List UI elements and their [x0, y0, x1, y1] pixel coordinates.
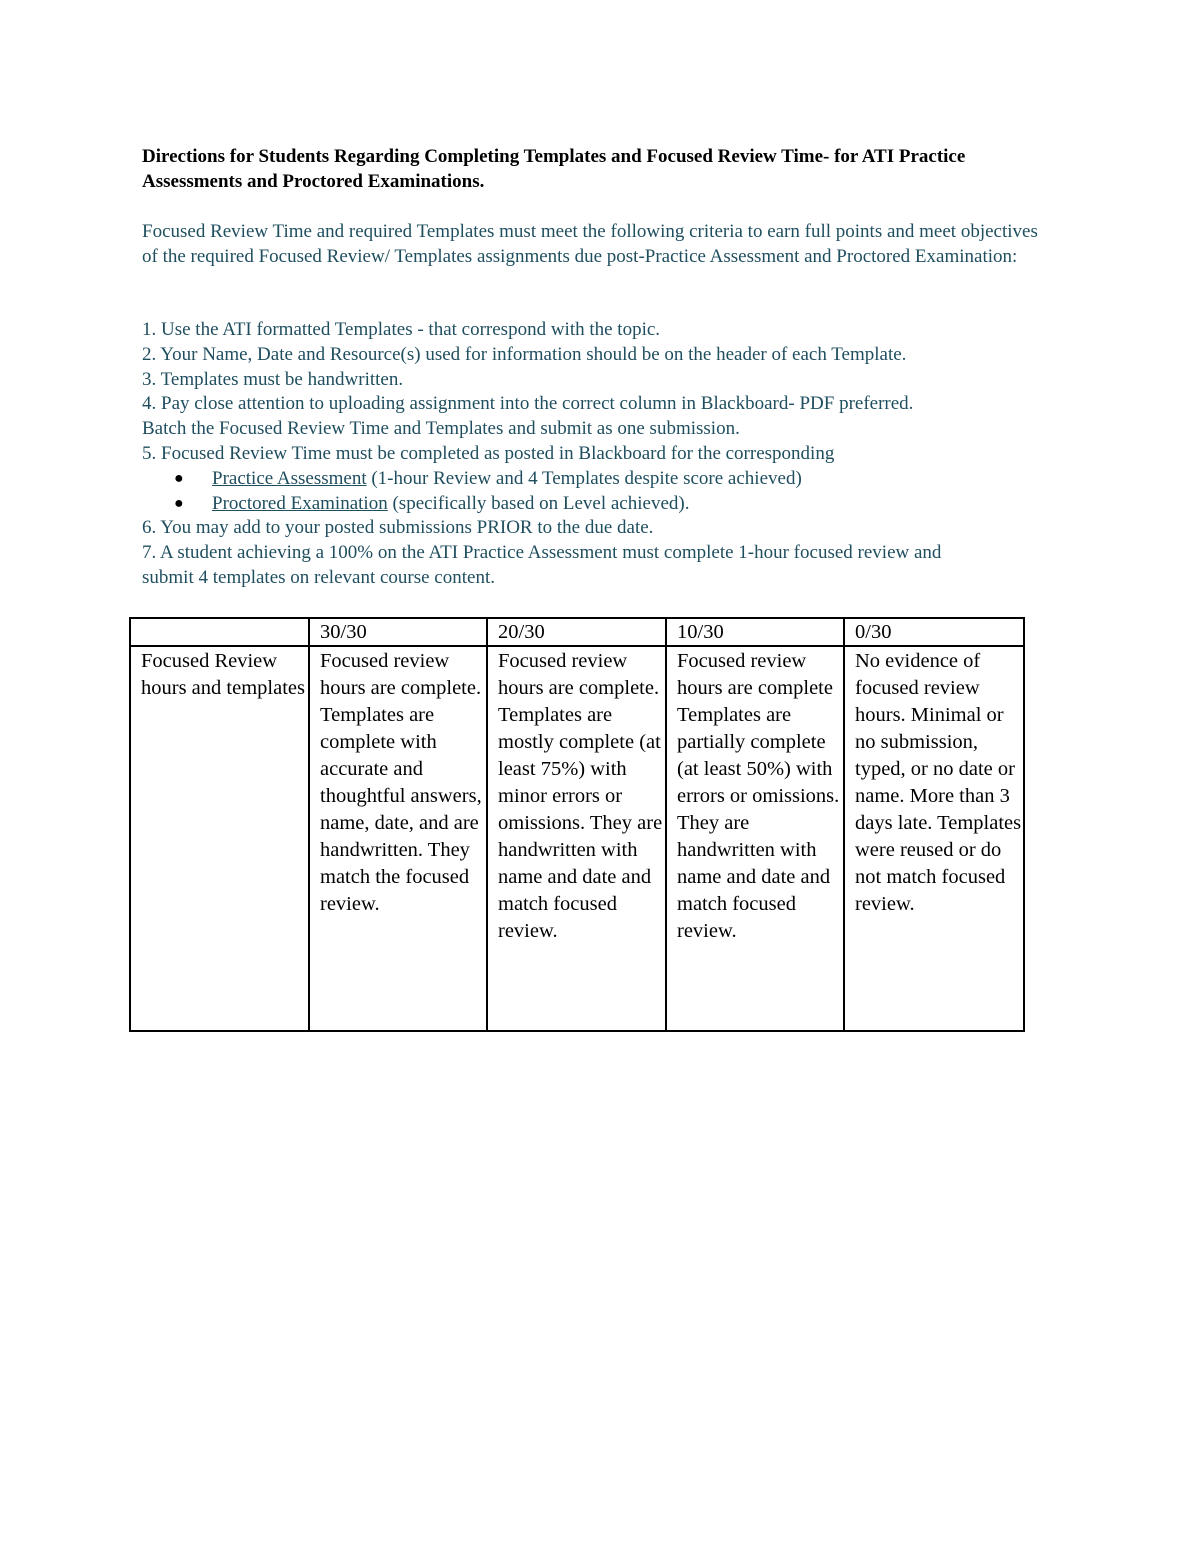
rubric-cell-20: Focused review hours are complete. Templates are mostly complete (at least 75%) with minor errors or omissions. They are handwritten with name and date and match focused review.	[487, 646, 666, 1031]
rubric-header-criterion	[130, 618, 309, 646]
instruction-list	[142, 318, 1062, 591]
rubric-cell-30: Focused review hours are complete. Templates are complete with accurate and thoughtful answers, name, date, and are handwritten. They match the focused review.	[309, 646, 487, 1031]
bullet-proctored-examination	[142, 492, 1062, 517]
bullet-practice-assessment	[142, 467, 1062, 492]
instruction-item-2: 2. Your Name, Date and Resource(s) used for information should be on the header of each Template.	[142, 343, 907, 365]
instruction-item-7: 7. A student achieving a 100% on the ATI Practice Assessment must complete 1-hour focused review and	[142, 542, 942, 564]
rubric-header-20: 20/30	[487, 618, 666, 646]
document-title: Directions for Students Regarding Completing Templates and Focused Review Time- for ATI Practice Assessments and Proctored Examinations.	[142, 146, 966, 192]
rubric-cell-10: Focused review hours are complete Templates are partially complete (at least 50%) with errors or omissions. They are handwritten with name and date and match focused review.	[666, 646, 844, 1031]
instruction-item-4: 4. Pay close attention to uploading assignment into the correct column in Blackboard- PDF preferred.	[142, 393, 914, 415]
instruction-item-7-continued: submit 4 templates on relevant course content.	[142, 566, 495, 588]
rubric-header-10: 10/30	[666, 618, 844, 646]
rubric-cell-0: No evidence of focused review hours. Minimal or no submission, typed, or no date or name. More than 3 days late. Templates were reused or do not match focused review.	[844, 646, 1024, 1031]
practice-assessment-link[interactable]: Practice Assessment	[212, 467, 367, 489]
proctored-examination-link[interactable]: Proctored Examination	[212, 492, 388, 514]
bullet-icon: ●	[174, 494, 184, 512]
rubric-header-row	[130, 618, 1024, 646]
proctored-examination-text: (specifically based on Level achieved).	[387, 492, 690, 514]
instruction-item-5: 5. Focused Review Time must be completed as posted in Blackboard for the corresponding	[142, 442, 835, 464]
instruction-item-1: 1. Use the ATI formatted Templates - that correspond with the topic.	[142, 319, 661, 340]
intro-paragraph: Focused Review Time and required Templates must meet the following criteria to earn full points and meet objectives of the required Focused Review/ Templates assignments due post-Practice Assessment and Proctored Examination:	[142, 221, 1038, 267]
practice-assessment-text: (1-hour Review and 4 Templates despite score achieved)	[366, 467, 802, 489]
rubric-row	[130, 646, 1024, 1031]
rubric-table	[129, 617, 1025, 1032]
rubric-header-0: 0/30	[844, 618, 1024, 646]
rubric-header-30: 30/30	[309, 618, 487, 646]
instruction-item-3: 3. Templates must be handwritten.	[142, 368, 404, 390]
instruction-item-6: 6. You may add to your posted submissions PRIOR to the due date.	[142, 517, 654, 539]
rubric-criterion-cell: Focused Review hours and templates	[130, 646, 309, 1031]
bullet-icon: ●	[174, 469, 184, 487]
instruction-item-4-continued: Batch the Focused Review Time and Templates and submit as one submission.	[142, 418, 740, 440]
